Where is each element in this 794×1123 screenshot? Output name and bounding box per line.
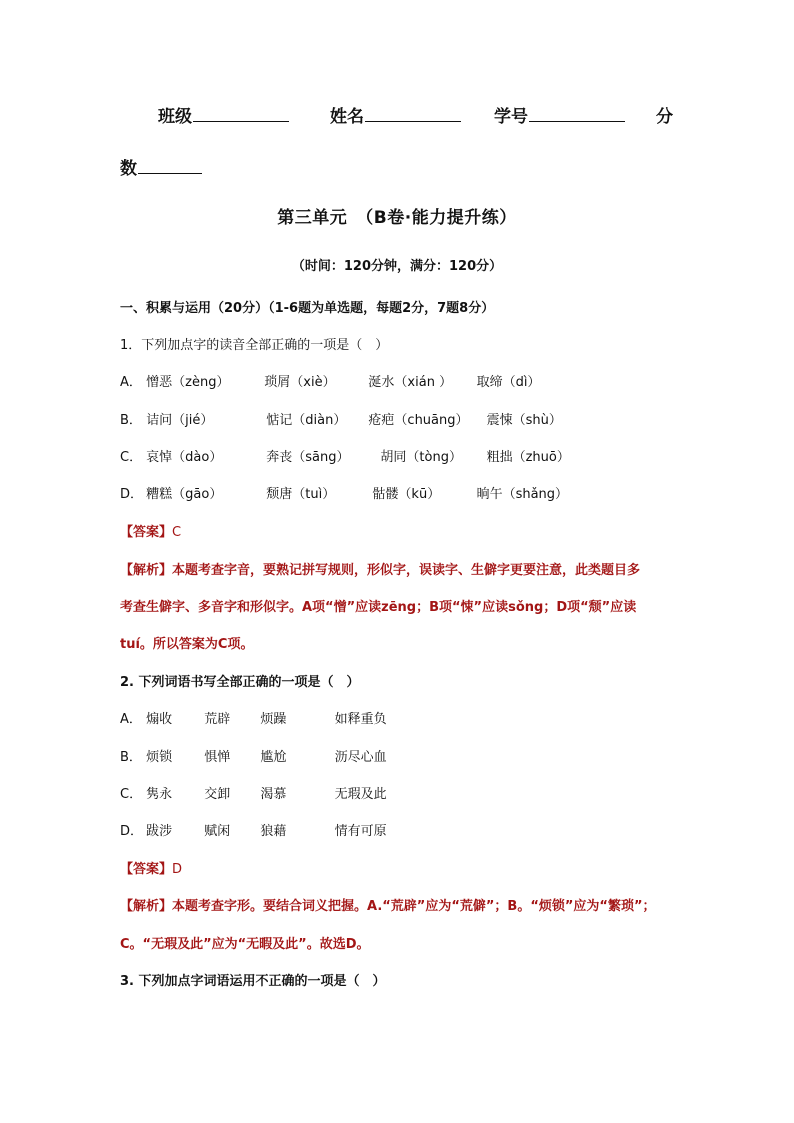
analysis-text: 本题考查字音，要熟记拼写规则，形似字，误读字、生僻字更要注意，此类题目多 (172, 563, 641, 578)
question-2-option-c[interactable] (120, 783, 387, 802)
question-1-stem: 1．下列加点字的读音全部正确的一项是（ ） (120, 338, 389, 353)
option-item: 胡同（tòng） (380, 450, 462, 465)
option-label: B． (120, 750, 142, 765)
answer-value: D (172, 862, 183, 877)
option-item: 颓唐（tuì） (266, 487, 336, 502)
option-item: 奔丧（sāng） (266, 450, 350, 465)
option-item: 粗拙（zhuō） (486, 450, 570, 465)
page-title: 第三单元 （B卷·能力提升练） (277, 208, 517, 228)
option-label: C． (120, 787, 143, 802)
option-label: D． (120, 487, 144, 502)
option-label: D． (120, 824, 144, 839)
analysis-label: 【解析】 (120, 563, 173, 578)
question-2-answer (120, 858, 182, 877)
option-item: 疮疤（chuāng） (368, 413, 469, 428)
option-item: 赋闲 (204, 824, 231, 839)
id-field[interactable] (494, 102, 625, 127)
question-1-analysis-line-1 (120, 559, 640, 578)
question-1-analysis-line-2: 考查生僻字、多音字和形似字。A项“憎”应读zēng；B项“悚”应读sǒng；D项“颓”应读 (120, 600, 637, 615)
option-item: 诘问（jié） (146, 413, 214, 428)
option-item: 涎水（xián ） (368, 375, 453, 390)
question-1-option-d[interactable] (120, 483, 568, 502)
analysis-text: 本题考查字形。要结合词义把握。A.“荒辟”应为“荒僻”；B。“烦锁”应为“繁琐”； (172, 899, 656, 914)
class-blank[interactable] (193, 120, 289, 122)
answer-label: 【答案】 (120, 862, 173, 877)
id-label: 学号 (494, 107, 528, 127)
option-item: 惧惮 (204, 750, 231, 765)
option-item: 煽收 (146, 712, 173, 727)
option-label: A． (120, 375, 142, 390)
answer-value: C (172, 525, 182, 540)
option-item: 惦记（diàn） (266, 413, 347, 428)
option-item: 狼藉 (260, 824, 287, 839)
page-subtitle: （时间：120分钟，满分：120分） (291, 259, 503, 274)
option-item: 哀悼（dào） (146, 450, 223, 465)
option-item: 跋涉 (146, 824, 173, 839)
name-blank[interactable] (365, 120, 461, 122)
option-item: 隽永 (146, 787, 173, 802)
option-item: 如释重负 (334, 712, 387, 727)
question-1-option-b[interactable] (120, 409, 562, 428)
option-label: B． (120, 413, 142, 428)
option-item: 交卸 (204, 787, 231, 802)
question-2-option-d[interactable] (120, 820, 387, 839)
option-item: 取缔（dì） (476, 375, 541, 390)
option-item: 晌午（shǎng） (476, 487, 569, 502)
option-label: A． (120, 712, 142, 727)
option-item: 烦躁 (260, 712, 287, 727)
option-label: C． (120, 450, 143, 465)
question-2-analysis-line-1 (120, 895, 656, 914)
answer-label: 【答案】 (120, 525, 173, 540)
question-1-analysis-line-3: tuí。所以答案为C项。 (120, 637, 254, 652)
option-item: 情有可原 (334, 824, 387, 839)
option-item: 骷髅（kū） (372, 487, 441, 502)
question-1-option-c[interactable] (120, 446, 570, 465)
score-blank[interactable] (138, 172, 202, 174)
score-label-b: 数 (120, 159, 137, 179)
question-1-answer (120, 521, 181, 540)
option-item: 沥尽心血 (334, 750, 387, 765)
option-item: 烦锁 (146, 750, 173, 765)
option-item: 震悚（shù） (486, 413, 562, 428)
question-2-stem: 2. 下列词语书写全部正确的一项是（ ） (120, 675, 360, 690)
option-item: 无瑕及此 (334, 787, 387, 802)
section-heading: 一、积累与运用（20分）（1-6题为单选题，每题2分，7题8分） (120, 301, 495, 316)
question-2-option-b[interactable] (120, 746, 387, 765)
option-item: 琐屑（xiè） (264, 375, 336, 390)
score-label-a: 分 (656, 107, 673, 127)
analysis-label: 【解析】 (120, 899, 173, 914)
class-field[interactable] (158, 102, 289, 127)
question-3-stem: 3. 下列加点字词语运用不正确的一项是（ ） (120, 974, 386, 989)
name-field[interactable] (330, 102, 461, 127)
id-blank[interactable] (529, 120, 625, 122)
option-item: 尴尬 (260, 750, 287, 765)
option-item: 渴慕 (260, 787, 287, 802)
option-item: 憎恶（zèng） (146, 375, 230, 390)
option-item: 荒辟 (204, 712, 231, 727)
option-item: 糟糕（gāo） (146, 487, 223, 502)
question-2-option-a[interactable] (120, 708, 387, 727)
class-label: 班级 (158, 107, 192, 127)
score-field[interactable] (120, 154, 202, 179)
question-1-option-a[interactable] (120, 371, 540, 390)
name-label: 姓名 (330, 107, 364, 127)
question-2-analysis-line-2: C。“无瑕及此”应为“无暇及此”。故选D。 (120, 937, 370, 952)
